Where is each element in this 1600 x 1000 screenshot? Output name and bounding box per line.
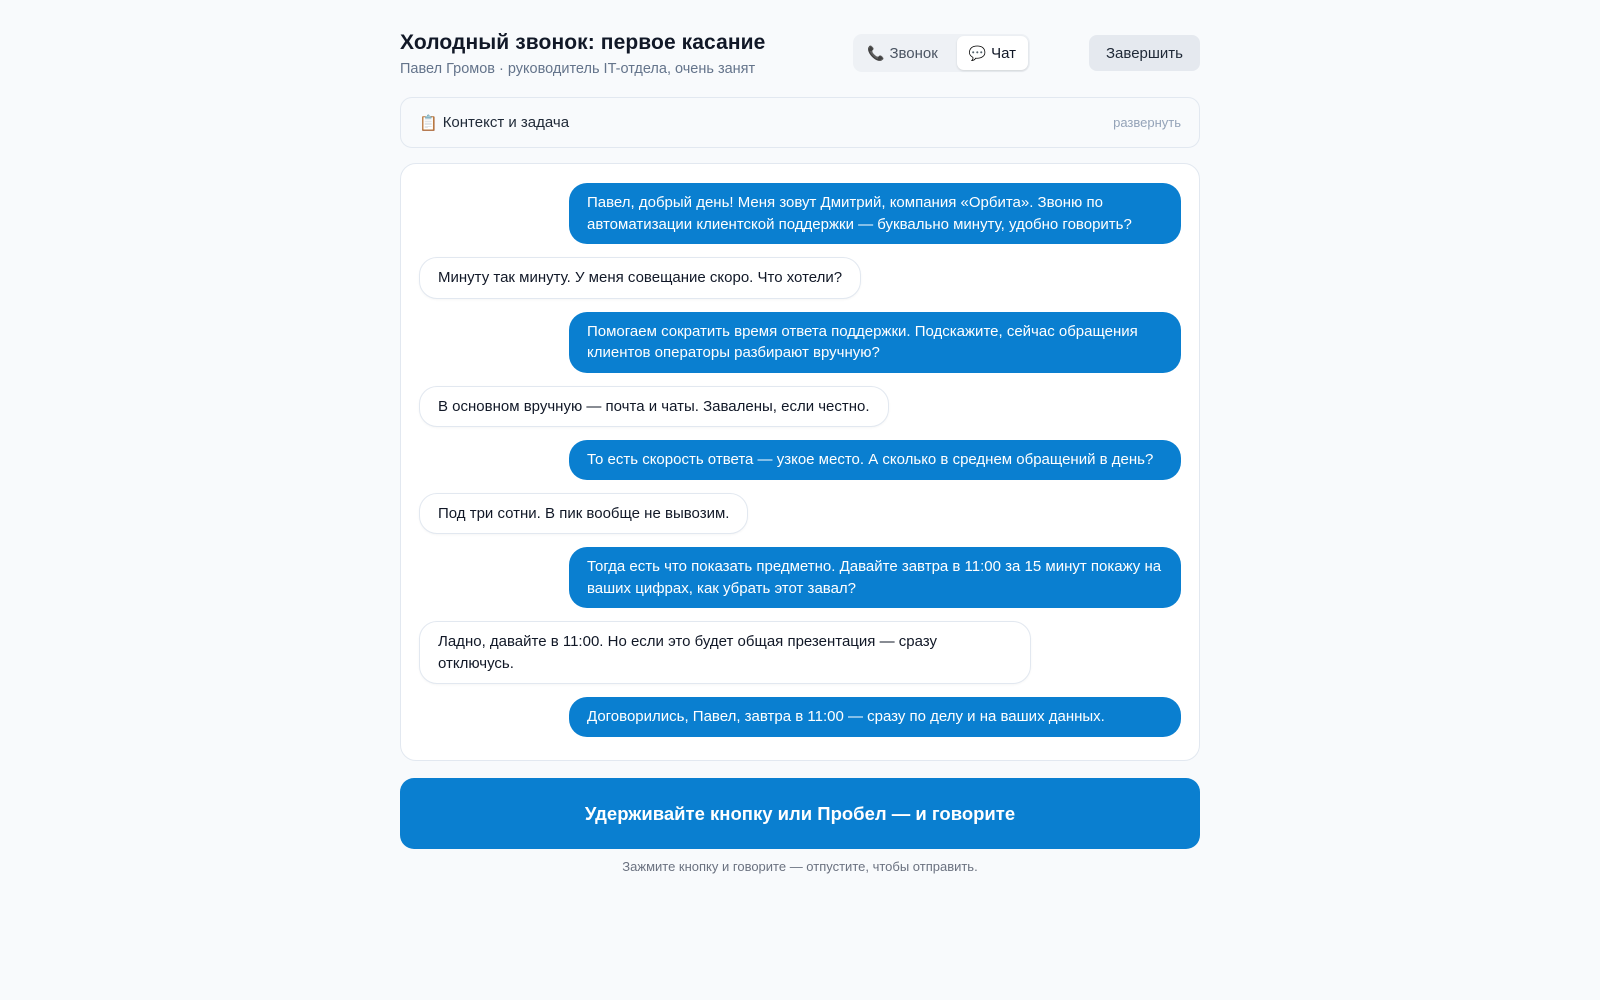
context-panel[interactable]	[400, 97, 1200, 148]
message-row	[419, 547, 1181, 608]
message-row	[419, 621, 1181, 684]
page-subtitle: Павел Громов · руководитель IT-отдела, очень занят	[400, 61, 756, 77]
user-message: Павел, добрый день! Меня зовут Дмитрий, компания «Орбита». Звоню по автоматизации клиентской поддержки — буквально минуту, удобно говорить?	[569, 183, 1181, 244]
context-expand-link[interactable]: развернуть	[1113, 115, 1181, 130]
prospect-message: Минуту так минуту. У меня совещание скоро. Что хотели?	[419, 257, 861, 299]
message-row	[419, 257, 1181, 299]
user-message: То есть скорость ответа — узкое место. А сколько в среднем обращений в день?	[569, 440, 1181, 480]
message-row	[419, 312, 1181, 373]
finish-button[interactable]: Завершить	[1089, 35, 1200, 71]
message-row	[419, 697, 1181, 737]
mode-chat-button[interactable]	[957, 36, 1028, 70]
talk-hint: Зажмите кнопку и говорите — отпустите, чтобы отправить.	[622, 859, 978, 874]
mode-chat-label: Чат	[991, 44, 1016, 62]
app-container	[400, 0, 1200, 874]
message-row	[419, 386, 1181, 428]
page-title: Холодный звонок: первое касание	[400, 31, 766, 54]
phone-icon: 📞	[867, 44, 885, 61]
message-row	[419, 440, 1181, 480]
chat-log[interactable]	[400, 163, 1200, 761]
clipboard-icon: 📋	[419, 114, 438, 132]
user-message: Помогаем сократить время ответа поддержки. Подскажите, сейчас обращения клиентов операторы разбирают вручную?	[569, 312, 1181, 373]
mode-call-label: Звонок	[889, 44, 938, 62]
context-title	[419, 114, 569, 132]
context-title-label: Контекст и задача	[442, 114, 570, 131]
message-row	[419, 493, 1181, 535]
user-message: Договорились, Павел, завтра в 11:00 — сразу по делу и на ваших данных.	[569, 697, 1181, 737]
speech-bubble-icon: 💬	[968, 44, 987, 61]
message-row	[419, 183, 1181, 244]
prospect-message: Под три сотни. В пик вообще не вывозим.	[419, 493, 748, 535]
prospect-message: В основном вручную — почта и чаты. Завалены, если честно.	[419, 386, 889, 428]
prospect-message: Ладно, давайте в 11:00. Но если это будет общая презентация — сразу отключусь.	[419, 621, 1031, 684]
user-message: Тогда есть что показать предметно. Давайте завтра в 11:00 за 15 минут покажу на ваших цифрах, как убрать этот завал?	[569, 547, 1181, 608]
mode-call-button[interactable]	[855, 36, 950, 70]
push-to-talk-button[interactable]: Удерживайте кнопку или Пробел — и говорите	[400, 778, 1200, 849]
mode-toggle	[853, 34, 1030, 72]
header	[400, 0, 1200, 96]
